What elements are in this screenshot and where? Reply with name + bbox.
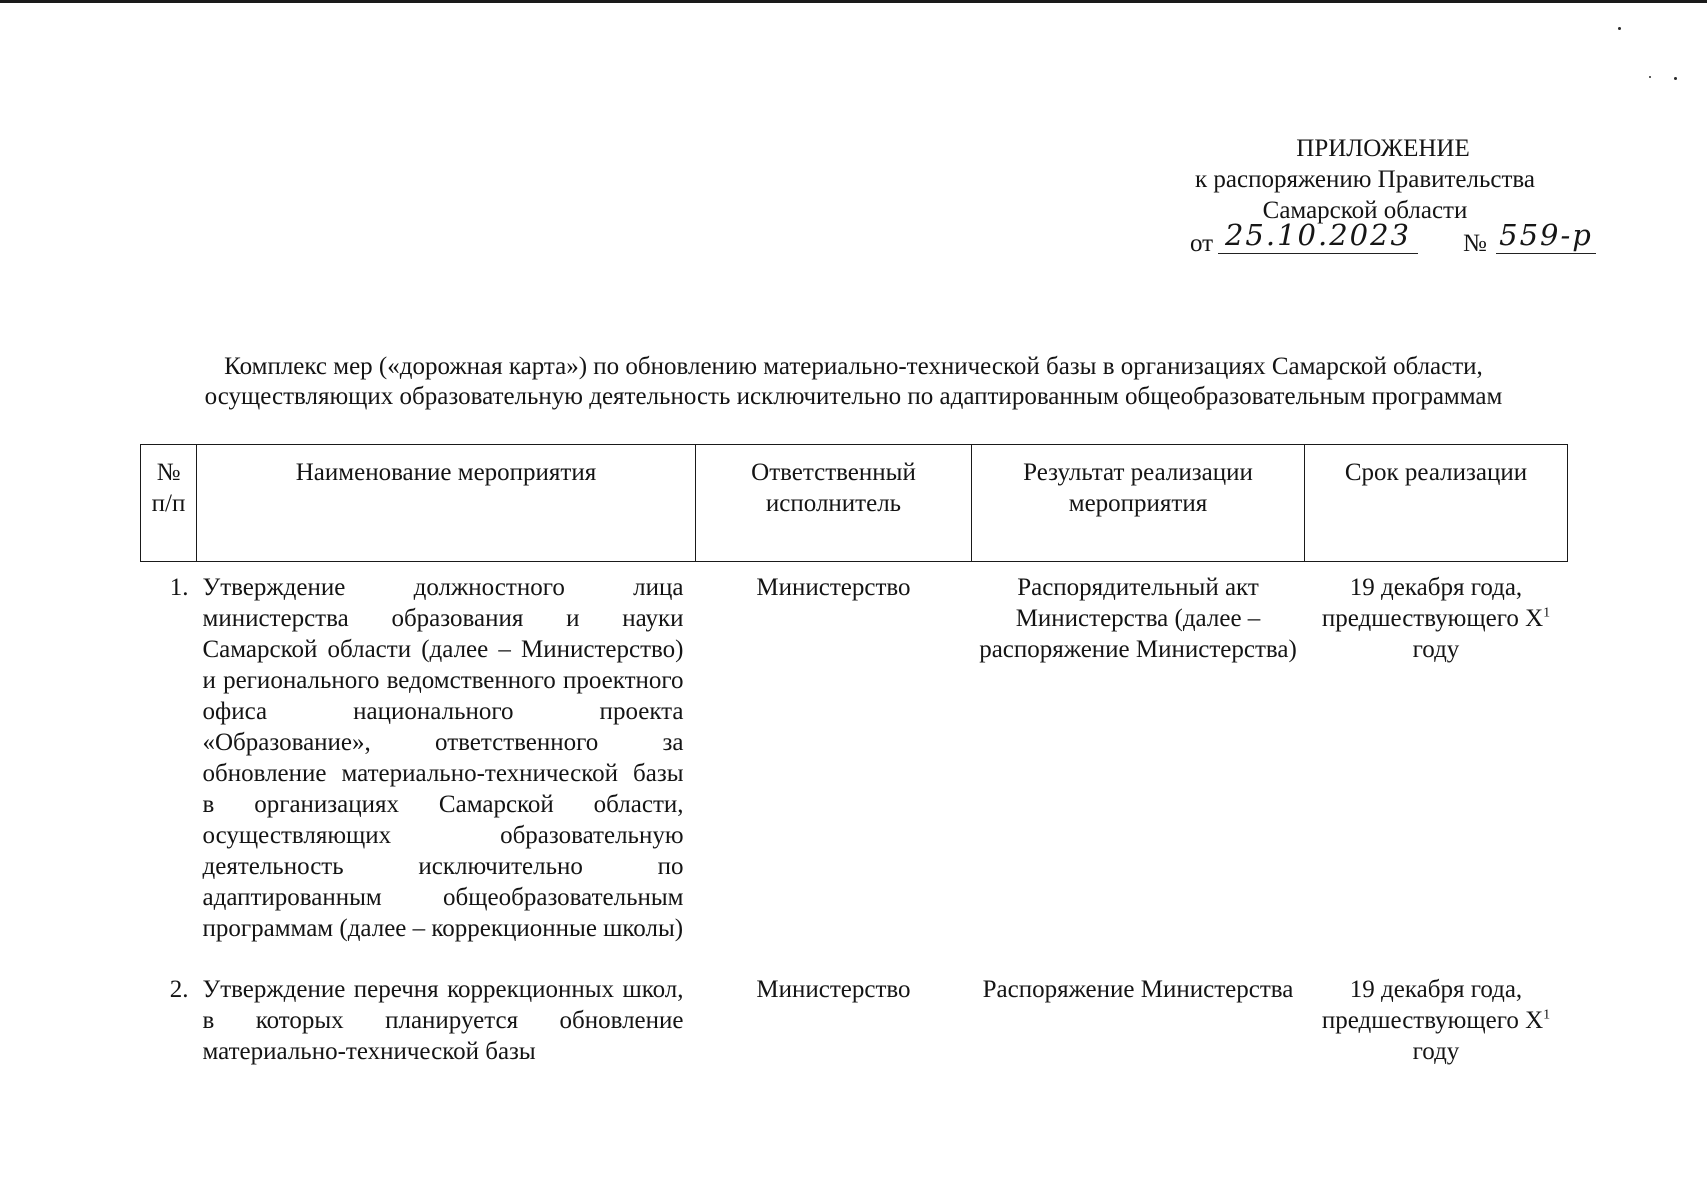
- scan-speck: [1649, 76, 1651, 78]
- row-result: Распоряжение Министерства: [982, 976, 1294, 1003]
- handwritten-number: 559-р: [1496, 220, 1596, 254]
- table-header-row: [141, 445, 1568, 562]
- row-term: [1305, 962, 1568, 1085]
- row-term-footnote: 1: [1543, 1007, 1551, 1023]
- attachment-line-2: Самарской области: [1262, 197, 1468, 224]
- row-term-footnote: 1: [1543, 605, 1551, 621]
- header-executor: Ответственный исполнитель: [696, 445, 972, 562]
- row-term-tail: году: [1412, 1038, 1460, 1065]
- row-term-tail: году: [1412, 636, 1460, 663]
- scan-speck: [1674, 77, 1677, 80]
- header-result: Результат реализации мероприятия: [972, 445, 1305, 562]
- handwritten-date: 25.10.2023: [1218, 220, 1418, 254]
- roadmap-table: [140, 444, 1568, 1085]
- document-title-line-1: Комплекс мер («дорожная карта») по обновлению материально-технической базы в организациях Самарской области,: [224, 353, 1483, 380]
- date-prefix: от: [1190, 230, 1214, 257]
- row-activity-name: Утверждение перечня коррекционных школ, в которых планируется обновление материально-технической базы: [202, 976, 684, 1065]
- document-title-line-2: осуществляющих образовательную деятельность исключительно по адаптированным общеобразовательным программам: [204, 383, 1503, 410]
- row-activity-name: Утверждение должностного лица министерства образования и науки Самарской области (далее – Министерство) и регионального ведомственного проектного офиса национального проекта «Образование», ответственного за обновление материально-технической базы в организациях Самарской области, осуществляющих образовательную деятельность исключительно по адаптированным общеобразовательным программам (далее – коррекционные школы): [202, 574, 684, 942]
- attachment-block: [1160, 133, 1593, 260]
- row-executor: Министерство: [756, 574, 911, 601]
- table-row: [141, 562, 1568, 963]
- header-term: Срок реализации: [1305, 445, 1568, 562]
- row-result: Распорядительный акт Министерства (далее – распоряжение Министерства): [979, 574, 1297, 663]
- header-num: № п/п: [141, 445, 197, 562]
- header-name: Наименование мероприятия: [197, 445, 696, 562]
- attachment-line-1: к распоряжению Правительства: [1194, 166, 1535, 193]
- number-prefix: №: [1463, 230, 1487, 257]
- scan-top-edge: [0, 0, 1707, 3]
- row-number: 1.: [169, 574, 189, 601]
- scan-speck: [1618, 27, 1621, 30]
- table-row: [141, 962, 1568, 1085]
- row-term-text: 19 декабря года, предшествующего X: [1321, 574, 1544, 632]
- row-executor: Министерство: [756, 976, 911, 1003]
- attachment-title: ПРИЛОЖЕНИЕ: [1296, 135, 1470, 162]
- row-term-text: 19 декабря года, предшествующего X: [1321, 976, 1544, 1034]
- attachment-date-line: [1190, 218, 1593, 260]
- row-number: 2.: [169, 976, 189, 1003]
- document-title: [100, 352, 1607, 412]
- row-term: [1305, 562, 1568, 963]
